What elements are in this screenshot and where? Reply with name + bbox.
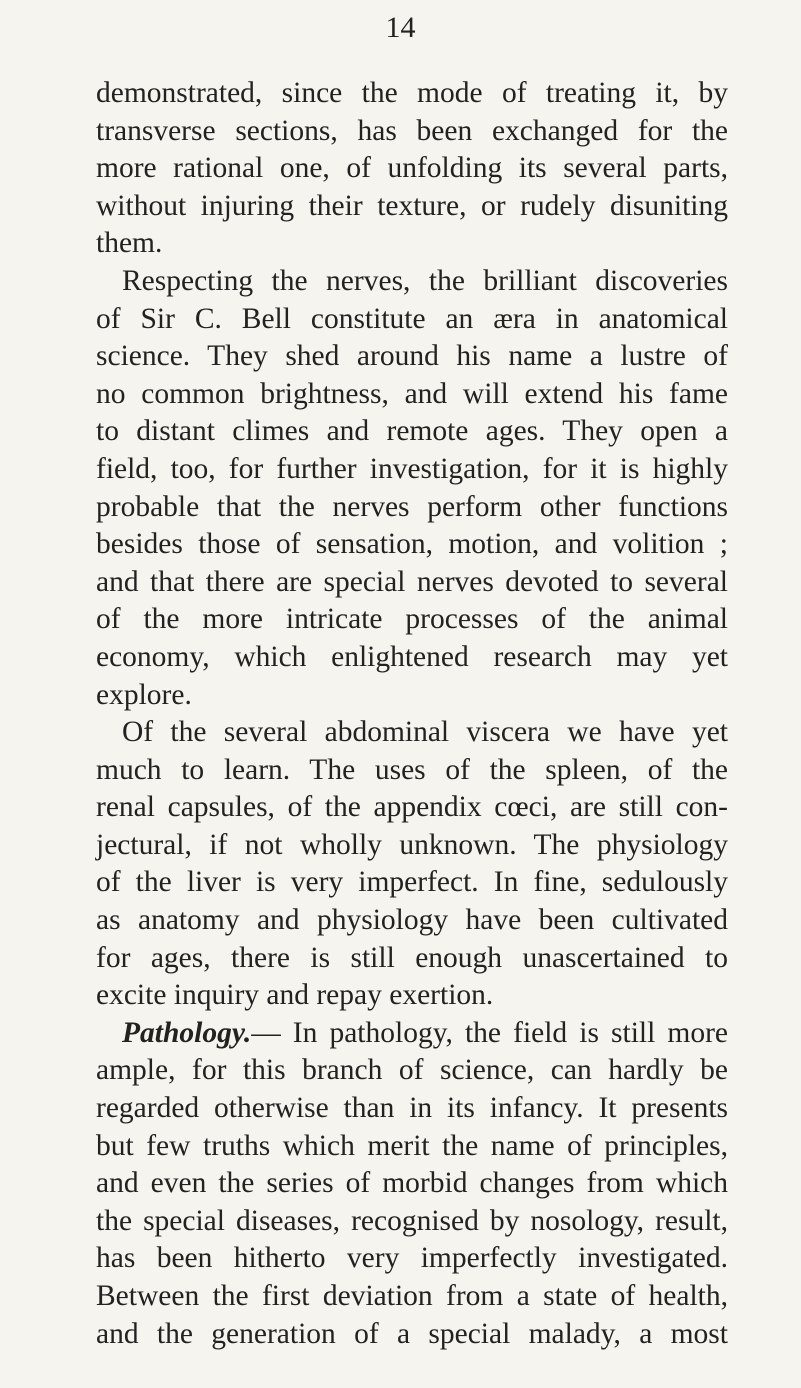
text-line: to distant climes and remote ages. They open a [96,415,728,448]
text-line: as anatomy and physiology have been cultivated [96,904,728,937]
paragraph-viscera [96,714,728,1015]
text-line: and even the series of morbid changes from which [96,1167,728,1200]
text-line [96,1015,728,1053]
text-line: the special diseases, recognised by nosology, result, [96,1204,728,1237]
text-line: economy, which enlightened research may yet [96,640,728,673]
text-line: regarded otherwise than in its infancy. It presents [96,1092,728,1125]
text-line: without injuring their texture, or rudely disuniting [96,189,728,222]
text-line: Between the first deviation from a state of health, [96,1280,728,1312]
text-line: but few truths which merit the name of principles, [96,1129,728,1162]
text-line: science. They shed around his name a lustre of [96,340,728,373]
page-number: 14 [385,11,416,44]
text-line: of the more intricate processes of the animal [96,603,728,636]
text-line: renal capsules, of the appendix cœci, are still con- [96,791,728,824]
text-line: of the liver is very imperfect. In fine, sedulously [96,866,728,899]
text-line: has been hitherto very imperfectly investigated. [96,1242,728,1275]
text-line: explore. [96,678,192,711]
text-line: much to learn. The uses of the spleen, of the [96,753,728,786]
text-line: excite inquiry and repay exertion. [96,979,494,1012]
paragraph-unfolding [96,75,728,263]
text-line: ample, for this branch of science, can hardly be [96,1054,728,1087]
body-text [96,75,728,1353]
text-line: Of the several abdominal viscera we have yet [122,716,728,749]
text-line: jectural, if not wholly unknown. The physiology [96,828,728,861]
text-line: transverse sections, has been exchanged for the [96,114,728,147]
text-line: besides those of sensation, motion, and volition ; [96,528,728,561]
text-line: and that there are special nerves devoted to several [96,565,728,598]
text-line: for ages, there is still enough unascertained to [96,941,728,974]
text-line: demonstrated, since the mode of treating it, by [96,77,728,109]
text-line: probable that the nerves perform other functions [96,490,728,523]
heading-line-rest: — In pathology, the field is still more [251,1016,728,1049]
paragraph-pathology [96,1015,728,1353]
text-line: field, too, for further investigation, for it is highly [96,452,728,485]
text-line: and the generation of a special malady, a most [96,1317,728,1350]
text-line: them. [96,227,163,260]
section-heading-pathology: Pathology. [122,1016,252,1049]
paragraph-nerves [96,263,728,714]
text-line: no common brightness, and will extend his fame [96,377,728,410]
text-line: Respecting the nerves, the brilliant discoveries [122,264,728,297]
text-line: of Sir C. Bell constitute an æra in anatomical [96,302,728,335]
text-line: more rational one, of unfolding its several parts, [96,152,728,185]
